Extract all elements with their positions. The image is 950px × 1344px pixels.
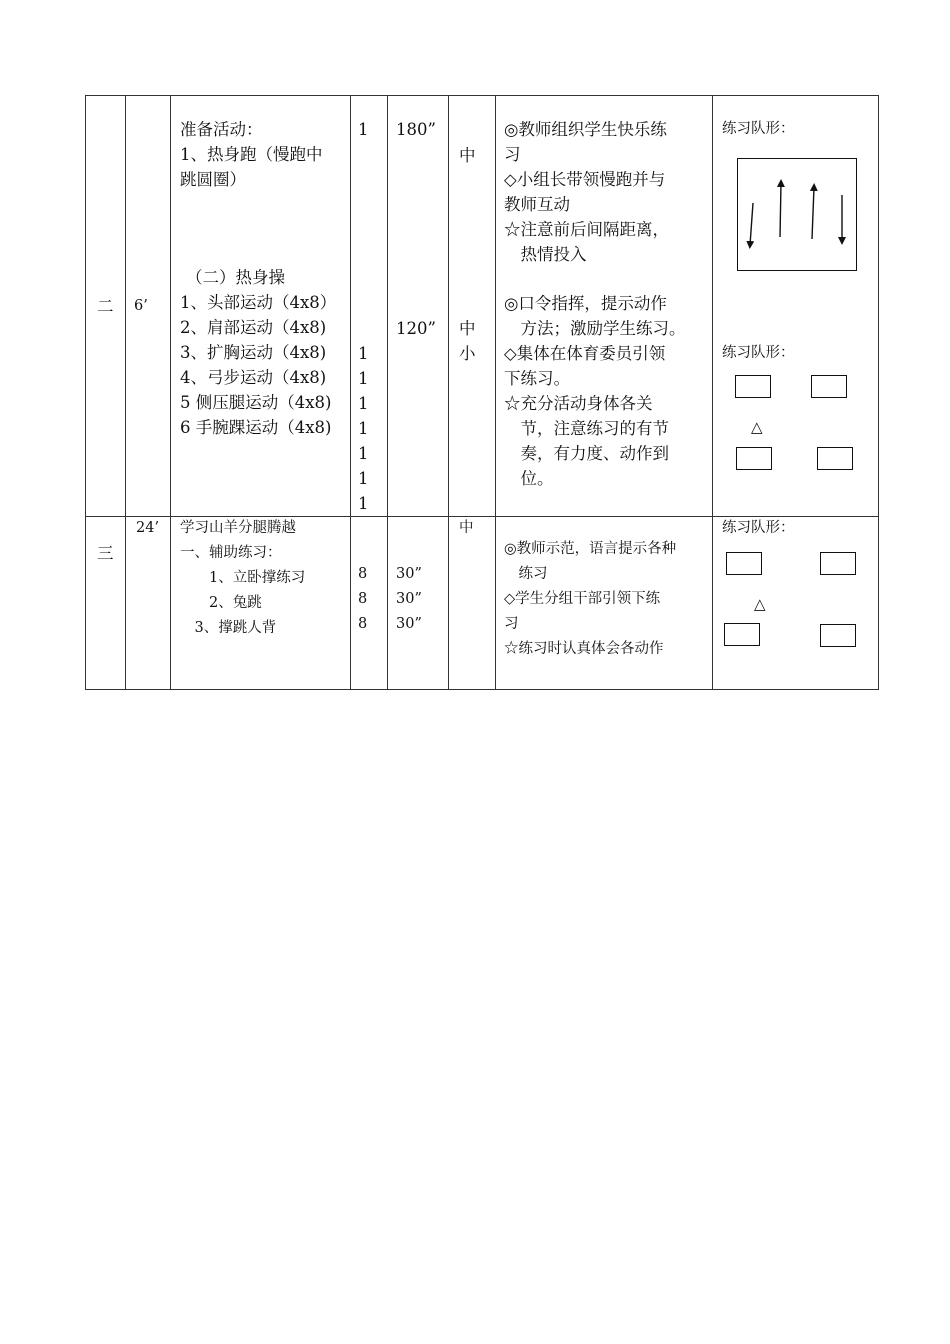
section-number: 三 bbox=[97, 544, 114, 563]
col-divider bbox=[350, 96, 351, 689]
intensity-value: 中 bbox=[459, 146, 476, 165]
group-box bbox=[735, 375, 771, 398]
method-line: 热情投入 bbox=[504, 245, 587, 264]
intensity-value: 小 bbox=[459, 344, 476, 363]
duration-value: 30” bbox=[396, 566, 422, 582]
col-divider bbox=[387, 96, 388, 689]
count-value: 1 bbox=[358, 444, 369, 463]
count-value: 1 bbox=[358, 344, 369, 363]
method-line: ◇集体在体育委员引领 bbox=[504, 344, 666, 363]
count-value: 1 bbox=[358, 419, 369, 438]
count-value: 1 bbox=[358, 369, 369, 388]
content-line: 2、兔跳 bbox=[180, 595, 262, 611]
formation-label: 练习队形： bbox=[722, 345, 795, 361]
method-line: 节，注意练习的有节 bbox=[504, 419, 669, 438]
content-line: 跳圆圈） bbox=[180, 170, 246, 189]
method-line: 教师互动 bbox=[504, 195, 570, 214]
count-value: 1 bbox=[358, 120, 369, 139]
content-line: 1、热身跑（慢跑中 bbox=[180, 145, 323, 164]
content-line: 1、立卧撑练习 bbox=[180, 570, 306, 586]
method-line: ◎口令指挥，提示动作 bbox=[504, 294, 667, 313]
count-value: 8 bbox=[358, 566, 368, 582]
section-time: 6’ bbox=[134, 298, 148, 314]
content-line: 一、辅助练习： bbox=[180, 545, 282, 561]
method-line: ◇学生分组干部引领下练 bbox=[504, 591, 661, 607]
content-line: 2、肩部运动（4x8) bbox=[180, 318, 327, 337]
method-line: 练习 bbox=[504, 566, 548, 582]
intensity-list bbox=[459, 316, 476, 366]
teacher-triangle: △ bbox=[754, 595, 766, 613]
duration-list bbox=[396, 562, 422, 637]
count-value: 8 bbox=[358, 616, 368, 632]
method-lesson bbox=[504, 537, 676, 662]
group-box bbox=[811, 375, 847, 398]
content-line: 3、扩胸运动（4x8) bbox=[180, 343, 327, 362]
intensity-value: 中 bbox=[459, 520, 474, 536]
content-line: 准备活动： bbox=[180, 120, 263, 139]
count-value: 8 bbox=[358, 591, 368, 607]
teacher-triangle: △ bbox=[751, 418, 763, 436]
method-line: ☆注意前后间隔距离， bbox=[504, 220, 669, 239]
count-list bbox=[358, 341, 369, 516]
method-line: 方法；激励学生练习。 bbox=[504, 319, 686, 338]
method-line: ◎教师示范，语言提示各种 bbox=[504, 541, 677, 557]
content-exercises bbox=[180, 265, 336, 440]
content-line: 4、弓步运动（4x8) bbox=[180, 368, 327, 387]
col-divider bbox=[712, 96, 713, 689]
content-line: （二）热身操 bbox=[186, 268, 285, 287]
content-warmup bbox=[180, 117, 323, 192]
formation-label: 练习队形： bbox=[722, 121, 795, 137]
method-exercises bbox=[504, 291, 686, 491]
method-line: 习 bbox=[504, 145, 521, 164]
method-line: 位。 bbox=[504, 469, 554, 488]
method-line: 习 bbox=[504, 616, 519, 632]
duration-value: 30” bbox=[396, 616, 422, 632]
intensity-value: 中 bbox=[459, 319, 476, 338]
col-divider bbox=[170, 96, 171, 689]
content-lesson bbox=[180, 516, 305, 641]
method-line: ☆充分活动身体各关 bbox=[504, 394, 653, 413]
content-line: 6 手腕踝运动（4x8) bbox=[180, 418, 332, 437]
count-value: 1 bbox=[358, 494, 369, 513]
duration-value: 30” bbox=[396, 591, 422, 607]
method-line: 奏，有力度、动作到 bbox=[504, 444, 669, 463]
arrows-icon bbox=[738, 159, 856, 270]
formation-label: 练习队形： bbox=[722, 520, 795, 536]
col-divider bbox=[495, 96, 496, 689]
col-divider bbox=[125, 96, 126, 689]
content-line: 1、头部运动（4x8） bbox=[180, 293, 337, 312]
content-line: 学习山羊分腿腾越 bbox=[180, 520, 296, 536]
group-box bbox=[726, 552, 762, 575]
lesson-plan-table bbox=[85, 95, 879, 690]
group-box bbox=[820, 552, 856, 575]
content-line: 3、撑跳人背 bbox=[180, 620, 277, 636]
section-time: 24’ bbox=[136, 520, 160, 536]
running-formation-diagram bbox=[737, 158, 857, 271]
method-line: ◎教师组织学生快乐练 bbox=[504, 120, 667, 139]
col-divider bbox=[448, 96, 449, 689]
method-line: ☆练习时认真体会各动作 bbox=[504, 641, 664, 657]
method-warmup bbox=[504, 117, 669, 267]
group-box bbox=[817, 447, 853, 470]
duration-value: 180” bbox=[396, 120, 436, 139]
method-line: ◇小组长带领慢跑并与 bbox=[504, 170, 666, 189]
duration-value: 120” bbox=[396, 319, 436, 338]
count-value: 1 bbox=[358, 394, 369, 413]
content-line: 5 侧压腿运动（4x8) bbox=[180, 393, 332, 412]
group-box bbox=[820, 624, 856, 647]
section-number: 二 bbox=[97, 297, 114, 316]
group-box bbox=[724, 623, 760, 646]
count-list bbox=[358, 562, 367, 637]
group-box bbox=[736, 447, 772, 470]
method-line: 下练习。 bbox=[504, 369, 570, 388]
count-value: 1 bbox=[358, 469, 369, 488]
